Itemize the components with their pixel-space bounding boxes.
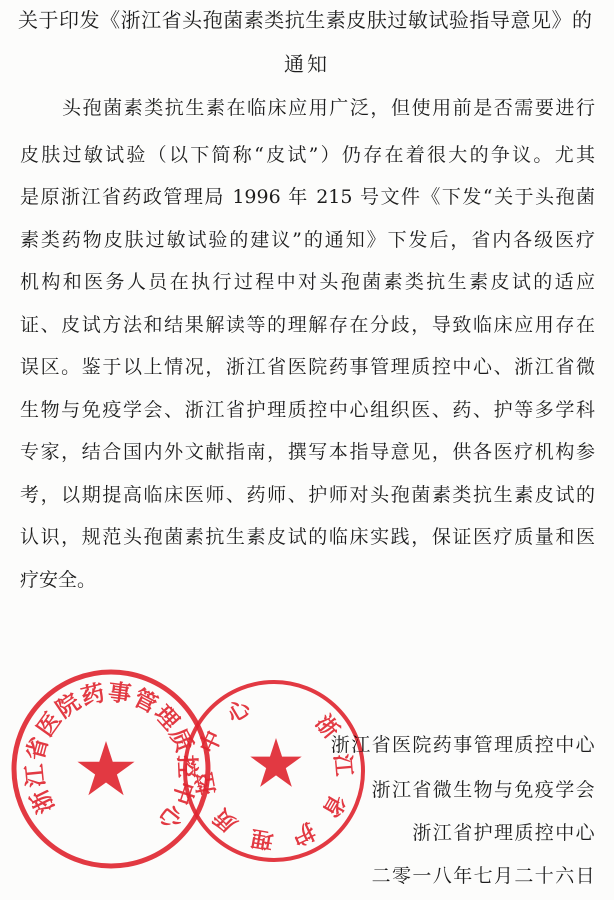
body-line: 生物与免疫学会、浙江省护理质控中心组织医、药、护等多学科 bbox=[20, 398, 595, 421]
seal-star-icon bbox=[250, 738, 301, 787]
notice-body bbox=[20, 87, 595, 601]
seal-ring bbox=[185, 682, 363, 860]
issuer-pharmacy-qc-center: 浙江省医院药事管理质控中心 bbox=[330, 734, 596, 756]
body-line: 证、皮试方法和结果解读等的理解存在分歧，导致临床应用存在 bbox=[20, 313, 595, 336]
issue-date: 二零一八年七月二十六日 bbox=[371, 865, 596, 887]
seal-text bbox=[22, 680, 200, 835]
seal-text bbox=[191, 695, 355, 853]
notice-title-continued: 通知 bbox=[284, 52, 330, 76]
seal-text-path: 浙江省护理质控中心 bbox=[192, 695, 356, 853]
seal-nursing-qc-center bbox=[185, 682, 363, 860]
body-line: 是原浙江省药政管理局 1996 年 215 号文件《下发“关于头孢菌 bbox=[20, 186, 595, 208]
body-line: 考，以期提高临床医师、药师、护师对头孢菌素类抗生素皮试的 bbox=[20, 483, 595, 506]
body-line: 头孢菌素类抗生素在临床应用广泛，但使用前是否需要进行 bbox=[62, 97, 595, 119]
body-line: 素类药物皮肤过敏试验的建议”的通知》下发后，省内各级医疗 bbox=[20, 228, 595, 251]
seal-pharmacy-qc-center bbox=[14, 672, 208, 866]
notice-title: 关于印发《浙江省头孢菌素类抗生素皮肤过敏试验指导意见》的 bbox=[18, 8, 592, 32]
body-line: 疗安全。 bbox=[20, 568, 97, 591]
seal-ring bbox=[14, 672, 208, 866]
body-line: 专家，结合国内外文献指南，撰写本指导意见，供各医疗机构参 bbox=[20, 441, 595, 463]
body-line: 误区。鉴于以上情况，浙江省医院药事管理质控中心、浙江省微 bbox=[20, 356, 595, 378]
seal-star-icon bbox=[77, 741, 134, 795]
issuer-nursing-qc-center: 浙江省护理质控中心 bbox=[412, 822, 596, 844]
seal-text-path: 浙江省医院药事管理质控中心 bbox=[21, 679, 200, 834]
issuer-microbiology-society: 浙江省微生物与免疫学会 bbox=[371, 779, 596, 801]
body-line: 皮肤过敏试验（以下简称“皮试”）仍存在着很大的争议。尤其 bbox=[20, 143, 595, 166]
body-line: 机构和医务人员在执行过程中对头孢菌素类抗生素皮试的适应 bbox=[20, 271, 595, 293]
body-line: 认识，规范头孢菌素抗生素皮试的临床实践，保证医疗质量和医 bbox=[20, 526, 595, 548]
